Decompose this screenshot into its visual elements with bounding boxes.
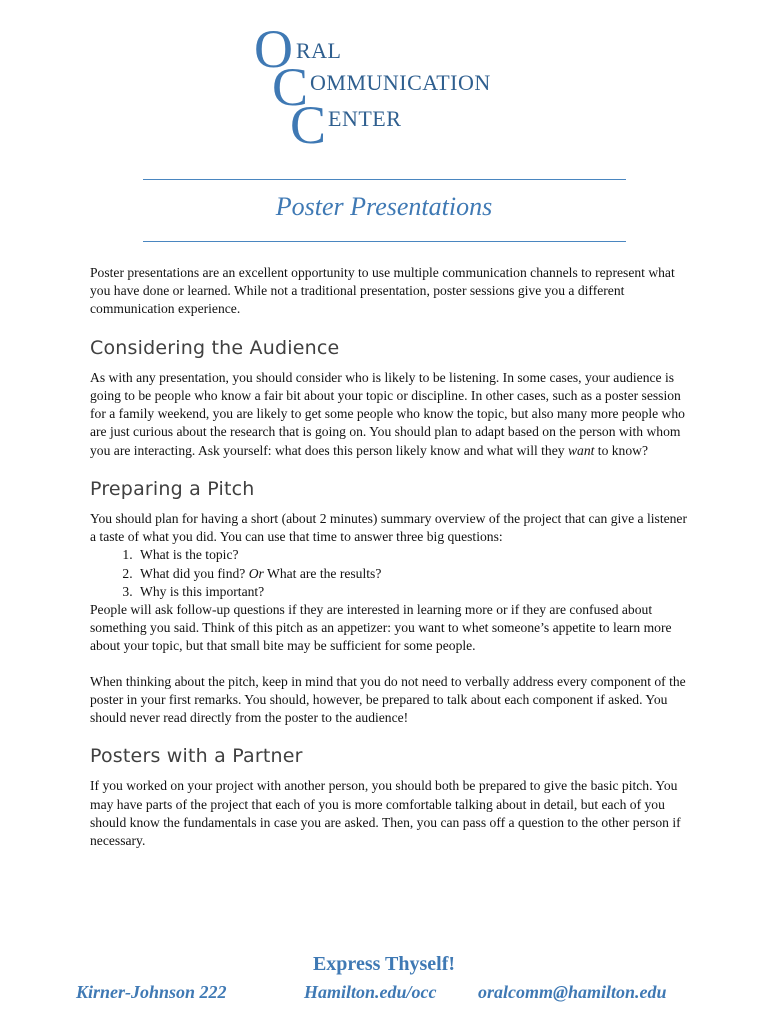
intro-paragraph: Poster presentations are an excellent opportunity to use multiple communication channels to represent what you have done or learned. While not a traditional presentation, poster sessions give you a different communication experience. (90, 265, 675, 317)
title-rule-bottom (143, 241, 626, 242)
pitch-question-2-italic: Or (248, 565, 264, 581)
document-body (90, 264, 690, 850)
pitch-question-3: 3. Why is this important? (136, 583, 690, 601)
pitch-question-2 (136, 565, 690, 583)
footer-email-link[interactable]: oralcomm@hamilton.edu (478, 982, 667, 1002)
heading-posters-with-partner: Posters with a Partner (90, 745, 303, 768)
footer-website-link[interactable]: Hamilton.edu/occ (304, 982, 437, 1002)
pitch-question-2-start: What did you find? (140, 565, 249, 581)
pitch-remarks-paragraph: When thinking about the pitch, keep in mind that you do not need to verbally address every component of the poster in your first remarks. You should, however, be prepared to talk about each component if asked. You should never read directly from the poster to the audience! (90, 673, 686, 726)
logo-word-center: ENTER (328, 106, 402, 131)
pitch-followup-paragraph: People will ask follow-up questions if they are interested in learning more or if they are confused about something you said. Think of this pitch as an appetizer: you want to whet someone’s appetite to learn more about your topic, but that small bite may be sufficient for some people. (90, 602, 672, 654)
logo-word-communication: OMMUNICATION (310, 70, 491, 95)
audience-paragraph (90, 369, 690, 460)
audience-text-1: As with any presentation, you should consider who is likely to be listening. In some cases, your audience is going to be people who know a fair bit about your topic or discipline. In other cases, such as a poster session for a family weekend, you are likely to get some people who know the topic, but also many more people who are just curious about the research that is going on. You should plan to adapt based on the person with whom you are interacting. Ask yourself: what does this person likely know and what will they (90, 369, 685, 458)
logo-initial-o: O (254, 19, 293, 79)
partner-paragraph: If you worked on your project with another person, you should both be prepared to give the basic pitch. You may have parts of the project that each of you is more comfortable talking about in detail, but each of you should know the fundamentals in case you are asked. Then, you can pass off a question to the other person if necessary. (90, 778, 681, 849)
audience-text-2: to know? (594, 442, 649, 458)
pitch-question-2-end: What are the results? (263, 565, 382, 581)
title-rule-top (143, 179, 626, 180)
pitch-question-1: 1. What is the topic? (136, 546, 690, 564)
page-title: Poster Presentations (275, 192, 493, 221)
footer-tagline: Express Thyself! (312, 953, 456, 975)
footer-location: Kirner-Johnson 222 (76, 982, 227, 1002)
logo-initial-c2: C (290, 95, 327, 155)
occ-logo (252, 18, 522, 154)
pitch-intro-paragraph: You should plan for having a short (about 2 minutes) summary overview of the project that can give a listener a taste of what you did. You can use that time to answer three big questions: (90, 511, 687, 545)
logo-initial-c1: C (272, 57, 309, 117)
audience-text-italic: want (567, 442, 595, 458)
heading-preparing-pitch: Preparing a Pitch (90, 477, 255, 500)
logo-word-oral: RAL (296, 38, 342, 63)
heading-considering-audience: Considering the Audience (90, 336, 340, 359)
pitch-questions-list (90, 546, 690, 601)
